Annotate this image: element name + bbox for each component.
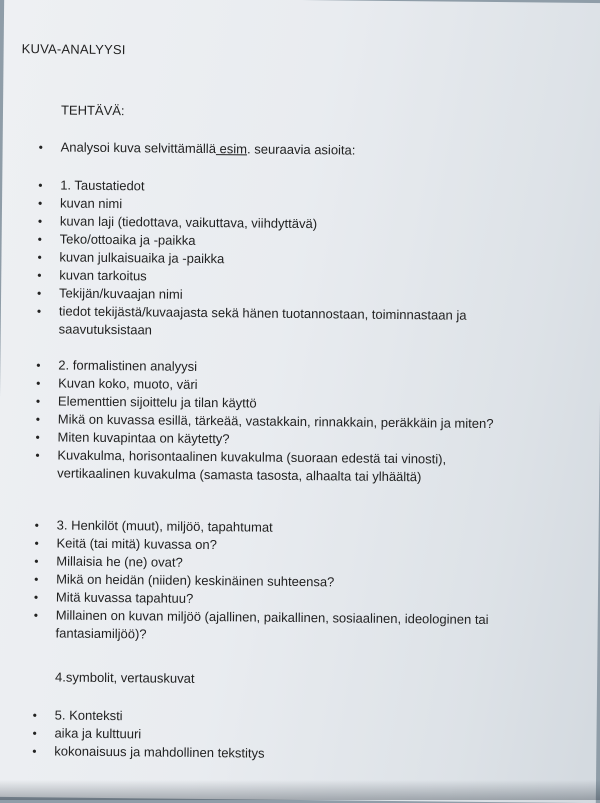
bullet-marker: • <box>34 588 38 606</box>
list-item: Mikä on kuvassa esillä, tärkeää, vastakkain, rinnakkain, peräkkäin ja miten? <box>58 410 494 433</box>
bullet-marker: • <box>38 230 42 248</box>
bullet-marker: • <box>34 570 38 588</box>
bullet-marker: • <box>37 266 41 284</box>
bullet-marker: • <box>37 302 41 320</box>
bullet-marker: • <box>36 428 40 446</box>
list-item-continuation: vertikaalinen kuvakulma (samasta tasosta, alhaalta tai ylhäältä) <box>57 464 421 486</box>
bullet-marker: • <box>38 212 42 230</box>
bullet-marker: • <box>36 356 40 374</box>
bullet-marker: • <box>33 706 37 724</box>
bullet-marker: • <box>39 138 43 156</box>
bullet-marker: • <box>36 410 40 428</box>
bullet-marker: • <box>36 392 40 410</box>
section-symbols-heading: 4.symbolit, vertauskuvat <box>55 668 195 687</box>
bullet-marker: • <box>35 516 39 534</box>
intro-instruction <box>61 138 356 159</box>
list-item: Kuvakulma, horisontaalinen kuvakulma (suoraan edestä tai vinosti), <box>57 446 446 468</box>
list-item-continuation: fantasiamiljöö)? <box>55 624 146 643</box>
bullet-marker: • <box>32 724 36 742</box>
list-item: 2. formalistinen analyysi <box>58 356 197 375</box>
document-title: KUVA-ANALYYSI <box>22 41 126 57</box>
list-item: Kuvan koko, muoto, väri <box>58 374 198 393</box>
list-item: tiedot tekijästä/kuvaajasta sekä hänen tuotannostaan, toiminnastaan ja <box>59 302 467 324</box>
bullet-marker: • <box>37 284 41 302</box>
list-item: kuvan julkaisuaika ja -paikka <box>59 248 224 268</box>
list-item-continuation: saavutuksistaan <box>59 320 152 339</box>
list-item: Millainen on kuvan miljöö (ajallinen, paikallinen, sosiaalinen, ideologinen tai <box>56 606 489 629</box>
photo-edge-shadow <box>0 780 600 800</box>
bullet-marker: • <box>38 176 42 194</box>
list-item: kuvan tarkoitus <box>59 266 147 285</box>
bullet-marker: • <box>34 606 38 624</box>
intro-underlined-text: esim <box>216 141 247 156</box>
list-item: Teko/ottoaika ja -paikka <box>60 230 196 249</box>
list-item: kuvan laji (tiedottava, vaikuttava, viihdyttävä) <box>60 212 317 233</box>
list-item: kuvan nimi <box>60 194 122 213</box>
list-item: Mitä kuvassa tapahtuu? <box>56 588 193 607</box>
list-item: Elementtien sijoittelu ja tilan käyttö <box>58 392 257 412</box>
intro-text-start: Analysoi kuva selvittämällä <box>61 139 217 156</box>
list-item: Millaisia he (ne) ovat? <box>56 552 183 571</box>
list-item: kokonaisuus ja mahdollinen tekstitys <box>54 742 264 762</box>
bullet-marker: • <box>32 742 36 760</box>
list-item: Miten kuvapintaa on käytetty? <box>58 428 230 448</box>
list-item: Tekijän/kuvaajan nimi <box>59 284 183 303</box>
task-heading: TEHTÄVÄ: <box>61 102 125 118</box>
list-item: 1. Taustatiedot <box>60 176 145 195</box>
list-item: Mikä on heidän (niiden) keskinäinen suhteensa? <box>56 570 334 591</box>
list-item: 3. Henkilöt (muut), miljöö, tapahtumat <box>57 516 273 536</box>
list-item: Keitä (tai mitä) kuvassa on? <box>56 534 217 554</box>
bullet-marker: • <box>37 248 41 266</box>
bullet-marker: • <box>36 374 40 392</box>
bullet-marker: • <box>34 534 38 552</box>
intro-text-end: . seuraavia asioita: <box>247 141 356 157</box>
list-item: aika ja kulttuuri <box>54 724 141 743</box>
bullet-marker: • <box>34 552 38 570</box>
bullet-marker: • <box>35 446 39 464</box>
bullet-marker: • <box>38 194 42 212</box>
list-item: 5. Konteksti <box>55 706 123 725</box>
